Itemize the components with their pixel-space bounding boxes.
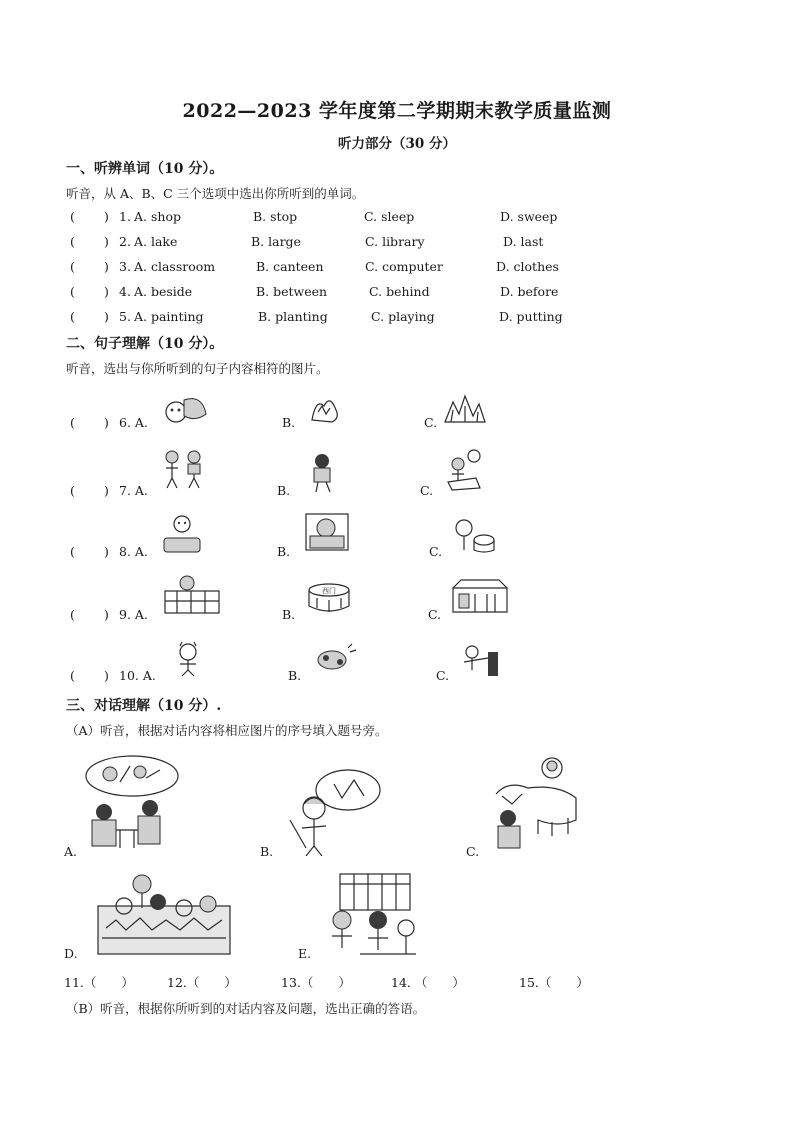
q9-picture-c xyxy=(451,576,509,616)
q9-number-a: 9. A. xyxy=(119,607,148,622)
q6-paren-close: ) xyxy=(104,415,109,430)
q1-paren-open: ( xyxy=(70,209,75,224)
answer-slot-12[interactable]: 12.（ ） xyxy=(167,975,237,990)
q8-picture-a xyxy=(160,514,204,556)
q1-option-c: C. sleep xyxy=(364,209,415,224)
q7-picture-a xyxy=(158,448,208,490)
q10-picture-b xyxy=(312,642,358,674)
q6-label-c: C. xyxy=(424,415,438,430)
answer-slot-15[interactable]: 15.（ ） xyxy=(519,975,589,990)
q7-paren-open: ( xyxy=(70,483,75,498)
dialog-picture-d xyxy=(96,872,232,956)
q10-picture-c xyxy=(458,642,504,678)
q2-number: 2. xyxy=(119,234,131,249)
q8-picture-c xyxy=(452,516,496,554)
q9-paren-open: ( xyxy=(70,607,75,622)
section2-instruction: 听音，选出与你所听到的句子内容相符的图片。 xyxy=(66,361,329,376)
q10-picture-a xyxy=(170,640,210,678)
q8-label-c: C. xyxy=(429,544,443,559)
q2-paren-open: ( xyxy=(70,234,75,249)
q4-option-c: C. behind xyxy=(369,284,430,299)
q10-paren-close: ) xyxy=(104,668,109,683)
q6-label-b: B. xyxy=(282,415,296,430)
q9-picture-b xyxy=(305,578,353,616)
q9-label-c: C. xyxy=(428,607,442,622)
q4-option-b: B. between xyxy=(256,284,328,299)
page-title: 2022—2023 学年度第二学期期末教学质量监测 xyxy=(182,100,612,122)
q8-paren-open: ( xyxy=(70,544,75,559)
q3-paren-close: ) xyxy=(104,259,109,274)
q7-picture-c xyxy=(444,448,484,492)
section3-part-a-instruction: （A）听音，根据对话内容将相应图片的序号填入题号旁。 xyxy=(66,723,388,738)
q1-option-a: A. shop xyxy=(134,209,181,224)
section1-heading: 一、听辨单词（10 分）。 xyxy=(66,161,224,177)
dialog-label-c: C. xyxy=(466,844,480,859)
q1-option-b: B. stop xyxy=(253,209,298,224)
q1-number: 1. xyxy=(119,209,131,224)
q4-number: 4. xyxy=(119,284,131,299)
q4-paren-close: ) xyxy=(104,284,109,299)
q2-option-c: C. library xyxy=(365,234,425,249)
q7-number-a: 7. A. xyxy=(119,483,148,498)
q4-option-d: D. before xyxy=(500,284,559,299)
section3-part-b-instruction: （B）听音，根据你所听到的对话内容及问题，选出正确的答语。 xyxy=(66,1001,426,1016)
q2-option-a: A. lake xyxy=(134,234,178,249)
q3-paren-open: ( xyxy=(70,259,75,274)
dialog-picture-e xyxy=(320,870,424,958)
q3-number: 3. xyxy=(119,259,131,274)
q7-picture-b xyxy=(306,452,340,494)
q5-paren-open: ( xyxy=(70,309,75,324)
q6-picture-c xyxy=(443,392,487,426)
q8-number-a: 8. A. xyxy=(119,544,148,559)
q10-paren-open: ( xyxy=(70,668,75,683)
q10-label-b: B. xyxy=(288,668,302,683)
q3-option-c: C. computer xyxy=(365,259,443,274)
section2-heading: 二、句子理解（10 分）。 xyxy=(66,336,224,352)
q5-paren-close: ) xyxy=(104,309,109,324)
q5-number: 5. xyxy=(119,309,131,324)
q2-paren-close: ) xyxy=(104,234,109,249)
q5-option-d: D. putting xyxy=(499,309,563,324)
q8-label-b: B. xyxy=(277,544,291,559)
dialog-label-d: D. xyxy=(64,946,78,961)
q1-paren-close: ) xyxy=(104,209,109,224)
q5-option-c: C. playing xyxy=(371,309,435,324)
q1-option-d: D. sweep xyxy=(500,209,558,224)
q9-label-b: B. xyxy=(282,607,296,622)
q6-paren-open: ( xyxy=(70,415,75,430)
q3-option-b: B. canteen xyxy=(256,259,324,274)
dialog-picture-c xyxy=(488,754,584,852)
q7-label-c: C. xyxy=(420,483,434,498)
q3-option-d: D. clothes xyxy=(496,259,559,274)
dialog-label-e: E. xyxy=(298,946,312,961)
section3-heading: 三、对话理解（10 分）. xyxy=(66,698,222,714)
dialog-label-b: B. xyxy=(260,844,274,859)
answer-slot-14[interactable]: 14. （ ） xyxy=(391,975,465,990)
q4-paren-open: ( xyxy=(70,284,75,299)
dialog-label-a: A. xyxy=(64,844,78,859)
answer-slot-13[interactable]: 13.（ ） xyxy=(281,975,351,990)
q5-option-b: B. planting xyxy=(258,309,328,324)
q3-option-a: A. classroom xyxy=(134,259,216,274)
q6-picture-a xyxy=(162,392,210,426)
dialog-picture-b xyxy=(284,768,384,856)
dialog-picture-a xyxy=(80,752,184,852)
q9-paren-close: ) xyxy=(104,607,109,622)
q2-option-b: B. large xyxy=(251,234,301,249)
q8-picture-b xyxy=(304,512,350,552)
q2-option-d: D. last xyxy=(503,234,544,249)
q4-option-a: A. beside xyxy=(134,284,193,299)
q6-picture-b xyxy=(306,392,342,426)
page-subtitle: 听力部分（30 分） xyxy=(338,136,456,152)
q5-option-a: A. painting xyxy=(134,309,204,324)
q8-paren-close: ) xyxy=(104,544,109,559)
q10-label-c: C. xyxy=(436,668,450,683)
q9-picture-b-text: 西门 xyxy=(322,587,336,595)
answer-slot-11[interactable]: 11.（ ） xyxy=(64,975,134,990)
q6-number-a: 6. A. xyxy=(119,415,148,430)
q9-picture-a xyxy=(161,573,223,617)
q10-number-a: 10. A. xyxy=(119,668,156,683)
q7-paren-close: ) xyxy=(104,483,109,498)
q7-label-b: B. xyxy=(277,483,291,498)
section1-instruction: 听音，从 A、B、C 三个选项中选出你所听到的单词。 xyxy=(66,186,365,201)
